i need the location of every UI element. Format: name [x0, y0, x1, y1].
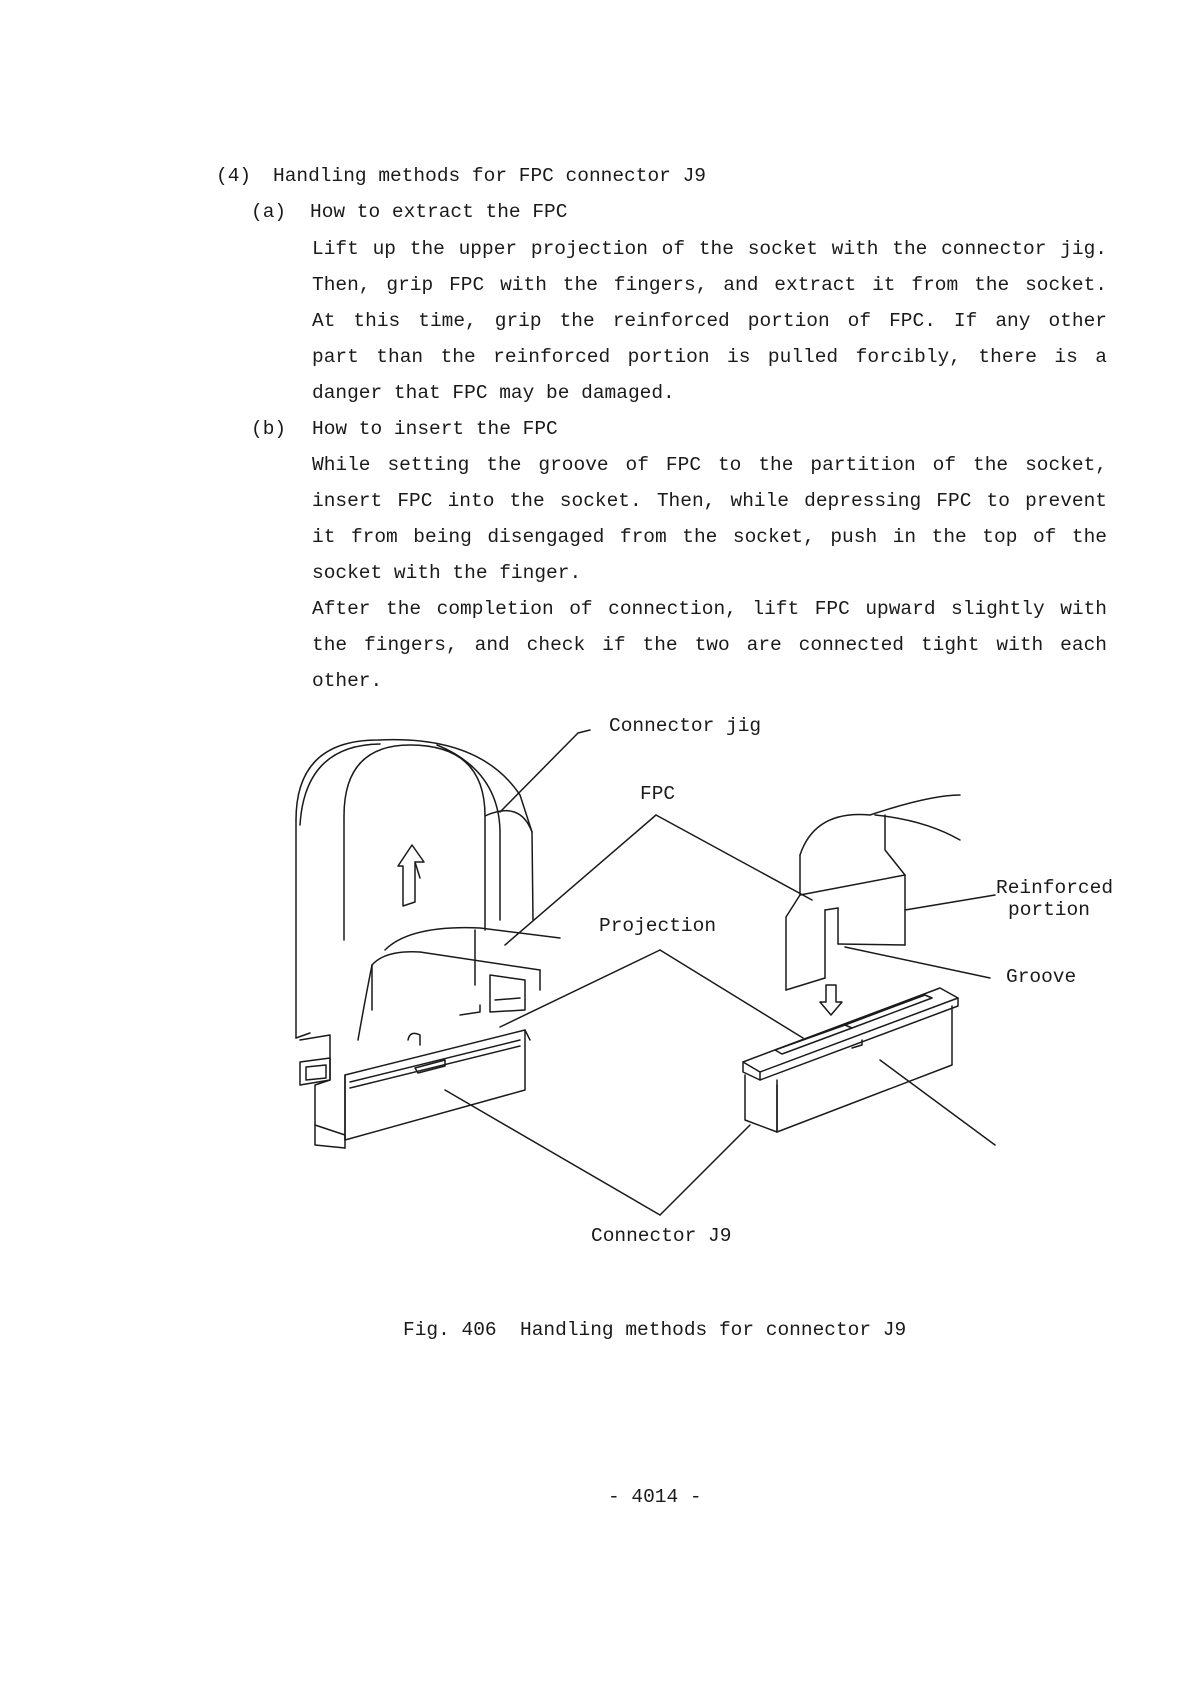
figure-caption: Fig. 406 Handling methods for connector J9 [403, 1319, 907, 1341]
fpc-left-drawing [358, 928, 560, 1045]
label-connector-jig: Connector jig [609, 715, 762, 737]
sub-a-line-5: danger that FPC may be damaged. [312, 382, 675, 404]
sub-b-line-7: other. [312, 670, 383, 692]
connector-j9-right-drawing [743, 988, 958, 1132]
sub-b-line-6: the fingers, and check if the two are connected tight with each [312, 634, 1107, 656]
sub-b-label: (b) [251, 418, 287, 440]
label-projection: Projection [599, 915, 717, 937]
sub-b-line-5: After the completion of connection, lift FPC upward slightly with [312, 598, 1107, 620]
label-portion: portion [1008, 899, 1090, 921]
connector-jig-drawing [296, 740, 533, 1038]
section-title: Handling methods for FPC connector J9 [273, 165, 706, 187]
sub-a-title: How to extract the FPC [310, 201, 568, 223]
label-connector-j9: Connector J9 [591, 1225, 732, 1247]
sub-b-line-2: insert FPC into the socket. Then, while depressing FPC to prevent [312, 490, 1107, 512]
label-fpc: FPC [640, 783, 676, 805]
section-number: (4) [216, 165, 252, 187]
sub-a-line-3: At this time, grip the reinforced portion of FPC. If any other [312, 310, 1107, 332]
sub-a-label: (a) [251, 201, 287, 223]
sub-a-line-2: Then, grip FPC with the fingers, and extract it from the socket. [312, 274, 1107, 296]
label-reinforced: Reinforced [996, 877, 1114, 899]
connector-j9-left-drawing [296, 1030, 530, 1148]
sub-a-line-1: Lift up the upper projection of the socket with the connector jig. [312, 238, 1107, 260]
page-number: - 4014 - [608, 1486, 702, 1508]
sub-a-line-4: part than the reinforced portion is pulled forcibly, there is a [312, 346, 1107, 368]
sub-b-line-3: it from being disengaged from the socket, push in the top of the [312, 526, 1107, 548]
sub-b-title: How to insert the FPC [312, 418, 558, 440]
label-groove: Groove [1006, 966, 1077, 988]
sub-b-line-1: While setting the groove of FPC to the partition of the socket, [312, 454, 1107, 476]
sub-b-line-4: socket with the finger. [312, 562, 582, 584]
